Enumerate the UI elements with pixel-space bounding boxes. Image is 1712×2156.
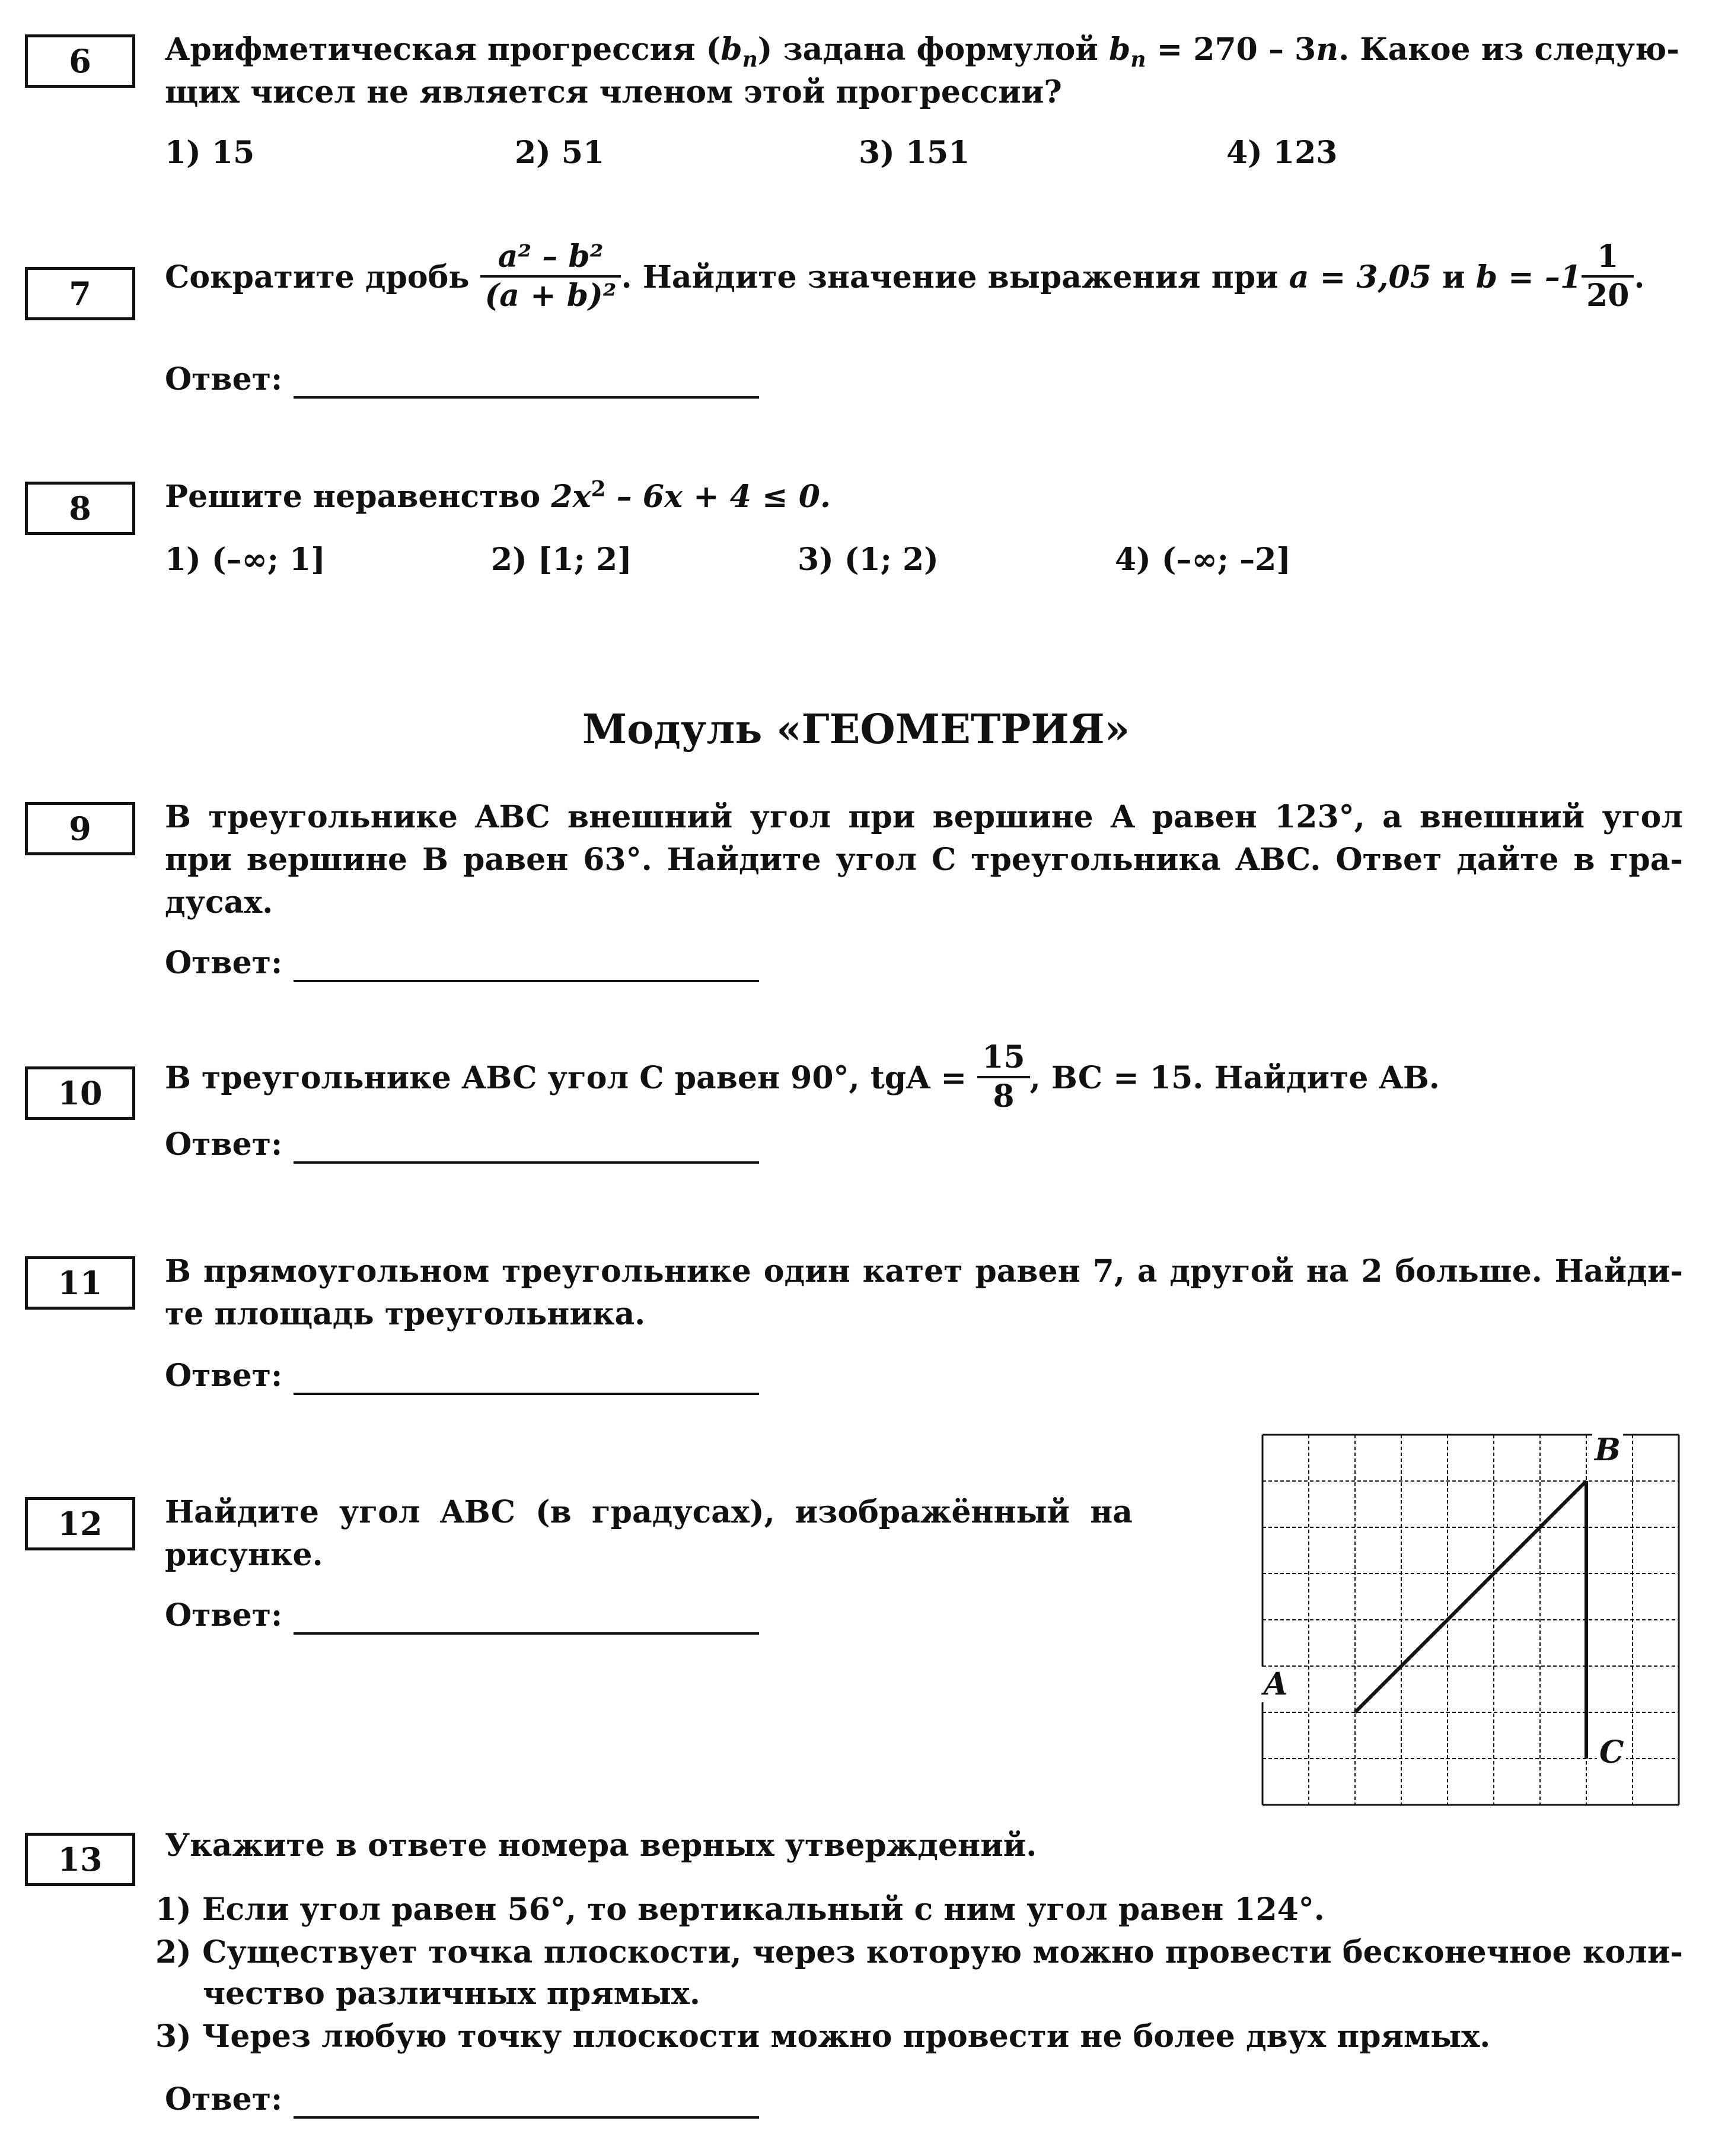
- q13-item-3: 3) Через любую точку плоскости можно провести не более двух прямых.: [155, 2018, 1491, 2055]
- task-number-9: 9: [25, 802, 135, 855]
- task-number-10: 10: [25, 1066, 135, 1120]
- q7-fraction-numerator: a² – b²: [498, 238, 604, 275]
- q6-option-3: 3) 151: [859, 135, 970, 171]
- q10-fraction-denominator: 8: [977, 1076, 1029, 1115]
- task-number-6: 6: [25, 34, 135, 88]
- q9-line-3: дусах.: [165, 884, 273, 921]
- q12-answer-field[interactable]: [294, 1632, 759, 1635]
- q7-mixed-numerator: 1: [1597, 238, 1619, 275]
- q9-line-2: при вершине B равен 63°. Найдите угол C треугольника ABC. Ответ дайте в гра-: [165, 842, 1683, 878]
- q13-answer-field[interactable]: [294, 2116, 759, 2119]
- q13-item-2-line-2: чество различных прямых.: [203, 1976, 701, 2012]
- q8-option-4: 4) (–∞; –2]: [1115, 542, 1291, 578]
- q7-text-b: . Найдите значение выражения при: [621, 259, 1279, 295]
- task-number-12: 12: [25, 1497, 135, 1550]
- q12-line-2: рисунке.: [165, 1537, 323, 1573]
- q6-option-2: 2) 51: [515, 135, 605, 171]
- q10-answer-label: Ответ:: [165, 1126, 283, 1163]
- point-c-label: C: [1597, 1735, 1626, 1770]
- q12-answer-label: Ответ:: [165, 1597, 283, 1633]
- q9-answer-field[interactable]: [294, 980, 759, 982]
- q10-text-b: , BC = 15. Найдите AB.: [1029, 1060, 1440, 1096]
- q12-figure: [1260, 1432, 1687, 1812]
- task-number-7: 7: [25, 267, 135, 320]
- q6-text-b: ) задана формулой: [757, 31, 1109, 68]
- q13-intro: Укажите в ответе номера верных утверждений.: [165, 1827, 1037, 1864]
- q11-answer-field[interactable]: [294, 1393, 759, 1395]
- task-number-8: 8: [25, 482, 135, 535]
- point-b-label: B: [1592, 1432, 1623, 1468]
- q7-fraction-denominator: (a + b)²: [480, 275, 621, 314]
- q6-line-1: [165, 28, 1683, 71]
- q7-line-1: [165, 236, 1645, 319]
- q10-fraction-numerator: 15: [982, 1039, 1025, 1075]
- q11-answer-label: Ответ:: [165, 1358, 283, 1394]
- q6-option-1: 1) 15: [165, 135, 255, 171]
- q8-option-2: 2) [1; 2]: [491, 542, 632, 578]
- q6-text-c: . Какое из следую-: [1338, 31, 1679, 68]
- q10-fraction: [977, 1039, 1029, 1115]
- segment-ab: [1355, 1481, 1586, 1712]
- q7-mixed-fraction: [1582, 238, 1634, 314]
- q6-n2: n: [1130, 47, 1146, 72]
- q11-line-1: В прямоугольном треугольнике один катет равен 7, а другой на 2 больше. Найди-: [165, 1253, 1683, 1289]
- q6-text-a: Арифметическая прогрессия (: [165, 31, 721, 68]
- task-number-13: 13: [25, 1833, 135, 1886]
- q10-line-1: [165, 1037, 1440, 1120]
- q6-b: b: [720, 31, 742, 68]
- q6-b2: b: [1108, 31, 1131, 68]
- q8-option-1: 1) (–∞; 1]: [165, 542, 326, 578]
- q12-line-1: Найдите угол ABC (в градусах), изображённый на: [165, 1494, 1133, 1530]
- q6-n: n: [742, 47, 758, 72]
- q7-text-a: Сократите дробь: [165, 259, 470, 295]
- q8-option-3: 3) (1; 2): [798, 542, 939, 578]
- q13-item-1: 1) Если угол равен 56°, то вертикальный с ним угол равен 124°.: [155, 1891, 1325, 1928]
- q11-line-2: те площадь треугольника.: [165, 1296, 646, 1332]
- q10-text-a: В треугольнике ABC угол C равен 90°, tgA =: [165, 1060, 967, 1096]
- q6-option-4: 4) 123: [1226, 135, 1338, 171]
- q7-dot: .: [1634, 259, 1645, 295]
- q7-answer-field[interactable]: [294, 396, 759, 399]
- q6-n3: n: [1316, 31, 1339, 68]
- q6-eq: = 270 – 3: [1146, 31, 1316, 68]
- q7-b-value: b = –1: [1475, 259, 1582, 295]
- q9-answer-label: Ответ:: [165, 945, 283, 981]
- point-a-label: A: [1261, 1667, 1290, 1702]
- task-number-11: 11: [25, 1256, 135, 1310]
- q7-mixed-denominator: 20: [1582, 275, 1634, 314]
- q7-and: и: [1442, 259, 1465, 295]
- q9-line-1: В треугольнике ABC внешний угол при вершине A равен 123°, а внешний угол: [165, 799, 1683, 835]
- q7-a-value: a = 3,05: [1289, 259, 1432, 295]
- q8-expr-a: 2x: [551, 479, 591, 515]
- q10-answer-field[interactable]: [294, 1161, 759, 1164]
- q8-expr-b: – 6x + 4 ≤ 0.: [605, 479, 831, 515]
- q8-line-1: Решите неравенство $2x^2 - 6x + 4 \le 0$.: [165, 476, 831, 515]
- q7-fraction: [480, 238, 621, 314]
- q7-answer-label: Ответ:: [165, 361, 283, 397]
- q13-answer-label: Ответ:: [165, 2081, 283, 2117]
- q8-text: Решите неравенство: [165, 479, 541, 515]
- module-heading: Модуль «ГЕОМЕТРИЯ»: [582, 706, 1130, 753]
- q6-line-2: щих чисел не является членом этой прогрессии?: [165, 74, 1062, 110]
- q13-item-2-line-1: 2) Существует точка плоскости, через которую можно провести бесконечное коли-: [155, 1934, 1683, 1970]
